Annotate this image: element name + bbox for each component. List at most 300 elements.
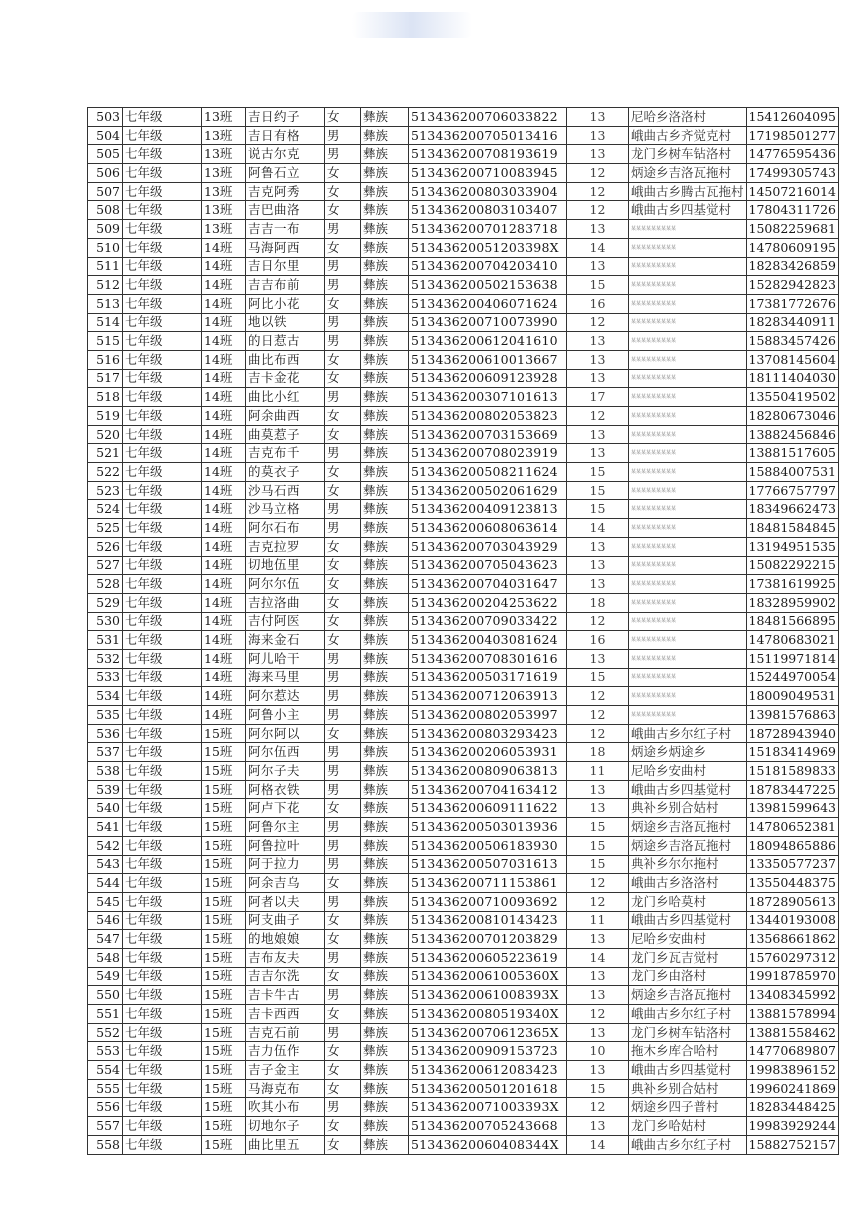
age-cell: 13 (567, 257, 629, 276)
table-row (88, 743, 839, 762)
id-number: 51343620071003393X (409, 1098, 567, 1117)
id-number: 513436200803103407 (409, 201, 567, 220)
age-cell: 13 (567, 126, 629, 145)
ethnicity-cell: 彝族 (361, 108, 409, 127)
id-number: 513436200712063913 (409, 687, 567, 706)
class-cell: 14班 (202, 313, 246, 332)
gender-cell: 女 (325, 1061, 361, 1080)
table-row (88, 182, 839, 201)
id-number: 51343620061005360X (409, 967, 567, 986)
gender-cell: 女 (325, 724, 361, 743)
student-name: 吉吉布前 (246, 276, 325, 295)
address-cell: 某某某某某某某某某 (629, 257, 747, 276)
table-row (88, 407, 839, 426)
table-row (88, 762, 839, 781)
address-cell: 某某某某某某某某某 (629, 294, 747, 313)
class-cell: 14班 (202, 276, 246, 295)
grade-cell: 七年级 (123, 930, 202, 949)
grade-cell: 七年级 (123, 126, 202, 145)
id-number: 513436200708193619 (409, 145, 567, 164)
address-cell: 峨曲古乡洛洛村 (629, 874, 747, 893)
table-row (88, 294, 839, 313)
id-number: 513436200704163412 (409, 780, 567, 799)
address-cell: 某某某某某某某某某 (629, 612, 747, 631)
phone-cell: 13981576863 (746, 706, 838, 725)
table-row (88, 593, 839, 612)
gender-cell: 男 (325, 948, 361, 967)
id-number: 513436200710093692 (409, 892, 567, 911)
gender-cell: 男 (325, 743, 361, 762)
student-name: 阿尔伍西 (246, 743, 325, 762)
grade-cell: 七年级 (123, 967, 202, 986)
table-row (88, 332, 839, 351)
ethnicity-cell: 彝族 (361, 294, 409, 313)
gender-cell: 男 (325, 257, 361, 276)
gender-cell: 男 (325, 276, 361, 295)
id-number: 513436200507031613 (409, 855, 567, 874)
ethnicity-cell: 彝族 (361, 350, 409, 369)
age-cell: 15 (567, 1079, 629, 1098)
student-name: 阿格衣铁 (246, 780, 325, 799)
table-row (88, 276, 839, 295)
age-cell: 12 (567, 182, 629, 201)
id-number: 513436200609123928 (409, 369, 567, 388)
ethnicity-cell: 彝族 (361, 556, 409, 575)
id-number: 513436200705013416 (409, 126, 567, 145)
address-cell: 某某某某某某某某某 (629, 444, 747, 463)
age-cell: 15 (567, 855, 629, 874)
age-cell: 12 (567, 724, 629, 743)
gender-cell: 男 (325, 126, 361, 145)
grade-cell: 七年级 (123, 724, 202, 743)
grade-cell: 七年级 (123, 257, 202, 276)
student-name: 吉克石前 (246, 1023, 325, 1042)
class-cell: 15班 (202, 1117, 246, 1136)
student-name: 吉吉一布 (246, 220, 325, 239)
class-cell: 14班 (202, 481, 246, 500)
gender-cell: 男 (325, 706, 361, 725)
class-cell: 15班 (202, 836, 246, 855)
id-number: 513436200307101613 (409, 388, 567, 407)
ethnicity-cell: 彝族 (361, 687, 409, 706)
row-number: 548 (88, 948, 123, 967)
address-cell: 炳途乡炳途乡 (629, 743, 747, 762)
phone-cell: 18328959902 (746, 593, 838, 612)
gender-cell: 女 (325, 612, 361, 631)
row-number: 547 (88, 930, 123, 949)
class-cell: 15班 (202, 1042, 246, 1061)
row-number: 543 (88, 855, 123, 874)
student-name: 阿鲁尔主 (246, 818, 325, 837)
phone-cell: 15183414969 (746, 743, 838, 762)
ethnicity-cell: 彝族 (361, 463, 409, 482)
ethnicity-cell: 彝族 (361, 537, 409, 556)
id-number: 513436200909153723 (409, 1042, 567, 1061)
grade-cell: 七年级 (123, 593, 202, 612)
table-row (88, 257, 839, 276)
age-cell: 13 (567, 1061, 629, 1080)
student-name: 阿鲁拉叶 (246, 836, 325, 855)
student-name: 吹其小布 (246, 1098, 325, 1117)
age-cell: 12 (567, 313, 629, 332)
id-number: 513436200701203829 (409, 930, 567, 949)
ethnicity-cell: 彝族 (361, 1042, 409, 1061)
row-number: 511 (88, 257, 123, 276)
phone-cell: 13408345992 (746, 986, 838, 1005)
class-cell: 14班 (202, 631, 246, 650)
gender-cell: 男 (325, 1023, 361, 1042)
gender-cell: 男 (325, 855, 361, 874)
age-cell: 12 (567, 687, 629, 706)
class-cell: 13班 (202, 145, 246, 164)
ethnicity-cell: 彝族 (361, 145, 409, 164)
gender-cell: 男 (325, 892, 361, 911)
id-number: 513436200503013936 (409, 818, 567, 837)
class-cell: 15班 (202, 1005, 246, 1024)
address-cell: 典补乡别合姑村 (629, 799, 747, 818)
phone-cell: 18094865886 (746, 836, 838, 855)
ethnicity-cell: 彝族 (361, 743, 409, 762)
address-cell: 某某某某某某某某某 (629, 556, 747, 575)
phone-cell: 17198501277 (746, 126, 838, 145)
student-name: 吉日尔里 (246, 257, 325, 276)
row-number: 553 (88, 1042, 123, 1061)
phone-cell: 15883457426 (746, 332, 838, 351)
class-cell: 15班 (202, 986, 246, 1005)
class-cell: 14班 (202, 500, 246, 519)
table-row (88, 818, 839, 837)
address-cell: 峨曲古乡腾古瓦拖村 (629, 182, 747, 201)
student-name: 说古尔克 (246, 145, 325, 164)
grade-cell: 七年级 (123, 313, 202, 332)
ethnicity-cell: 彝族 (361, 818, 409, 837)
class-cell: 15班 (202, 1061, 246, 1080)
row-number: 503 (88, 108, 123, 127)
ethnicity-cell: 彝族 (361, 238, 409, 257)
gender-cell: 男 (325, 332, 361, 351)
phone-cell: 13881517605 (746, 444, 838, 463)
student-name: 沙马石西 (246, 481, 325, 500)
student-name: 的日惹古 (246, 332, 325, 351)
ethnicity-cell: 彝族 (361, 892, 409, 911)
gender-cell: 女 (325, 182, 361, 201)
table-row (88, 986, 839, 1005)
ethnicity-cell: 彝族 (361, 332, 409, 351)
address-cell: 某某某某某某某某某 (629, 668, 747, 687)
row-number: 523 (88, 481, 123, 500)
table-row (88, 687, 839, 706)
gender-cell: 女 (325, 1135, 361, 1154)
class-cell: 13班 (202, 108, 246, 127)
student-name: 吉卡金花 (246, 369, 325, 388)
address-cell: 峨曲古乡四基觉村 (629, 780, 747, 799)
grade-cell: 七年级 (123, 220, 202, 239)
grade-cell: 七年级 (123, 164, 202, 183)
class-cell: 15班 (202, 855, 246, 874)
address-cell: 龙门乡由洛村 (629, 967, 747, 986)
row-number: 509 (88, 220, 123, 239)
ethnicity-cell: 彝族 (361, 967, 409, 986)
ethnicity-cell: 彝族 (361, 276, 409, 295)
grade-cell: 七年级 (123, 1061, 202, 1080)
student-name: 吉卡牛古 (246, 986, 325, 1005)
phone-cell: 13550419502 (746, 388, 838, 407)
ethnicity-cell: 彝族 (361, 780, 409, 799)
grade-cell: 七年级 (123, 369, 202, 388)
id-number: 513436200508211624 (409, 463, 567, 482)
student-name: 切地伍里 (246, 556, 325, 575)
table-row (88, 1098, 839, 1117)
table-row (88, 556, 839, 575)
class-cell: 15班 (202, 818, 246, 837)
id-number: 513436200609111622 (409, 799, 567, 818)
table-row (88, 1023, 839, 1042)
student-name: 吉卡西西 (246, 1005, 325, 1024)
age-cell: 13 (567, 780, 629, 799)
phone-cell: 15884007531 (746, 463, 838, 482)
row-number: 552 (88, 1023, 123, 1042)
gender-cell: 男 (325, 145, 361, 164)
table-row (88, 948, 839, 967)
phone-cell: 18283426859 (746, 257, 838, 276)
age-cell: 12 (567, 1098, 629, 1117)
phone-cell: 13568661862 (746, 930, 838, 949)
row-number: 555 (88, 1079, 123, 1098)
student-name: 阿鲁小主 (246, 706, 325, 725)
student-name: 吉克布千 (246, 444, 325, 463)
id-number: 513436200711153861 (409, 874, 567, 893)
row-number: 529 (88, 593, 123, 612)
grade-cell: 七年级 (123, 481, 202, 500)
ethnicity-cell: 彝族 (361, 911, 409, 930)
phone-cell: 18349662473 (746, 500, 838, 519)
grade-cell: 七年级 (123, 556, 202, 575)
id-number: 513436200803293423 (409, 724, 567, 743)
age-cell: 13 (567, 575, 629, 594)
roster-body (88, 108, 839, 1155)
class-cell: 14班 (202, 575, 246, 594)
id-number: 513436200701283718 (409, 220, 567, 239)
age-cell: 15 (567, 818, 629, 837)
ethnicity-cell: 彝族 (361, 369, 409, 388)
gender-cell: 女 (325, 425, 361, 444)
id-number: 513436200204253622 (409, 593, 567, 612)
class-cell: 15班 (202, 967, 246, 986)
ethnicity-cell: 彝族 (361, 930, 409, 949)
table-row (88, 575, 839, 594)
phone-cell: 17766757797 (746, 481, 838, 500)
class-cell: 15班 (202, 948, 246, 967)
ethnicity-cell: 彝族 (361, 668, 409, 687)
id-number: 513436200406071624 (409, 294, 567, 313)
student-name: 阿比小花 (246, 294, 325, 313)
phone-cell: 15082259681 (746, 220, 838, 239)
phone-cell: 13440193008 (746, 911, 838, 930)
grade-cell: 七年级 (123, 948, 202, 967)
phone-cell: 18283448425 (746, 1098, 838, 1117)
gender-cell: 女 (325, 575, 361, 594)
grade-cell: 七年级 (123, 108, 202, 127)
student-name: 吉日约子 (246, 108, 325, 127)
phone-cell: 14780683021 (746, 631, 838, 650)
gender-cell: 男 (325, 687, 361, 706)
grade-cell: 七年级 (123, 687, 202, 706)
address-cell: 峨曲古乡齐觉克村 (629, 126, 747, 145)
phone-cell: 13882456846 (746, 425, 838, 444)
student-name: 阿尔阿以 (246, 724, 325, 743)
phone-cell: 13881558462 (746, 1023, 838, 1042)
grade-cell: 七年级 (123, 276, 202, 295)
table-row (88, 892, 839, 911)
gender-cell: 女 (325, 201, 361, 220)
phone-cell: 14780652381 (746, 818, 838, 837)
age-cell: 18 (567, 743, 629, 762)
age-cell: 12 (567, 407, 629, 426)
class-cell: 14班 (202, 649, 246, 668)
id-number: 513436200810143423 (409, 911, 567, 930)
student-name: 阿尔子夫 (246, 762, 325, 781)
gender-cell: 男 (325, 818, 361, 837)
student-name: 吉付阿医 (246, 612, 325, 631)
address-cell: 某某某某某某某某某 (629, 369, 747, 388)
row-number: 531 (88, 631, 123, 650)
table-row (88, 220, 839, 239)
table-row (88, 126, 839, 145)
class-cell: 13班 (202, 201, 246, 220)
address-cell: 尼哈乡洛洛村 (629, 108, 747, 127)
phone-cell: 15282942823 (746, 276, 838, 295)
class-cell: 15班 (202, 930, 246, 949)
student-name: 吉克拉罗 (246, 537, 325, 556)
gender-cell: 女 (325, 911, 361, 930)
table-row (88, 855, 839, 874)
id-number: 513436200409123813 (409, 500, 567, 519)
row-number: 519 (88, 407, 123, 426)
id-number: 513436200802053823 (409, 407, 567, 426)
class-cell: 14班 (202, 537, 246, 556)
row-number: 557 (88, 1117, 123, 1136)
address-cell: 某某某某某某某某某 (629, 425, 747, 444)
table-row (88, 425, 839, 444)
age-cell: 11 (567, 762, 629, 781)
age-cell: 12 (567, 201, 629, 220)
gender-cell: 男 (325, 313, 361, 332)
class-cell: 15班 (202, 1135, 246, 1154)
grade-cell: 七年级 (123, 986, 202, 1005)
class-cell: 14班 (202, 593, 246, 612)
phone-cell: 15760297312 (746, 948, 838, 967)
class-cell: 15班 (202, 1098, 246, 1117)
row-number: 521 (88, 444, 123, 463)
ethnicity-cell: 彝族 (361, 649, 409, 668)
age-cell: 18 (567, 593, 629, 612)
age-cell: 13 (567, 332, 629, 351)
row-number: 512 (88, 276, 123, 295)
ethnicity-cell: 彝族 (361, 313, 409, 332)
class-cell: 15班 (202, 780, 246, 799)
phone-cell: 13708145604 (746, 350, 838, 369)
class-cell: 14班 (202, 463, 246, 482)
student-name: 马海克布 (246, 1079, 325, 1098)
phone-cell: 18783447225 (746, 780, 838, 799)
student-name: 吉力伍作 (246, 1042, 325, 1061)
age-cell: 16 (567, 631, 629, 650)
age-cell: 13 (567, 1117, 629, 1136)
phone-cell: 19983929244 (746, 1117, 838, 1136)
address-cell: 某某某某某某某某某 (629, 575, 747, 594)
table-row (88, 519, 839, 538)
id-number: 513436200710073990 (409, 313, 567, 332)
student-name: 曲比里五 (246, 1135, 325, 1154)
grade-cell: 七年级 (123, 425, 202, 444)
grade-cell: 七年级 (123, 631, 202, 650)
ethnicity-cell: 彝族 (361, 201, 409, 220)
grade-cell: 七年级 (123, 182, 202, 201)
phone-cell: 15244970054 (746, 668, 838, 687)
row-number: 549 (88, 967, 123, 986)
address-cell: 某某某某某某某某某 (629, 407, 747, 426)
address-cell: 尼哈乡安曲村 (629, 762, 747, 781)
ethnicity-cell: 彝族 (361, 1079, 409, 1098)
ethnicity-cell: 彝族 (361, 593, 409, 612)
address-cell: 峨曲古乡尔红子村 (629, 724, 747, 743)
address-cell: 某某某某某某某某某 (629, 631, 747, 650)
table-row (88, 108, 839, 127)
row-number: 515 (88, 332, 123, 351)
address-cell: 峨曲古乡四基觉村 (629, 911, 747, 930)
phone-cell: 19983896152 (746, 1061, 838, 1080)
phone-cell: 13350577237 (746, 855, 838, 874)
ethnicity-cell: 彝族 (361, 799, 409, 818)
phone-cell: 17381772676 (746, 294, 838, 313)
id-number: 513436200605223619 (409, 948, 567, 967)
table-row (88, 1042, 839, 1061)
row-number: 510 (88, 238, 123, 257)
student-name: 曲比布西 (246, 350, 325, 369)
table-row (88, 724, 839, 743)
address-cell: 龙门乡树车钻洛村 (629, 145, 747, 164)
gender-cell: 男 (325, 649, 361, 668)
address-cell: 峨曲古乡尔红子村 (629, 1005, 747, 1024)
class-cell: 14班 (202, 612, 246, 631)
grade-cell: 七年级 (123, 444, 202, 463)
age-cell: 12 (567, 164, 629, 183)
age-cell: 15 (567, 481, 629, 500)
ethnicity-cell: 彝族 (361, 1023, 409, 1042)
class-cell: 14班 (202, 332, 246, 351)
age-cell: 12 (567, 706, 629, 725)
id-number: 513436200206053931 (409, 743, 567, 762)
grade-cell: 七年级 (123, 145, 202, 164)
ethnicity-cell: 彝族 (361, 855, 409, 874)
age-cell: 13 (567, 220, 629, 239)
id-number: 513436200612083423 (409, 1061, 567, 1080)
class-cell: 15班 (202, 762, 246, 781)
table-row (88, 649, 839, 668)
row-number: 513 (88, 294, 123, 313)
table-row (88, 145, 839, 164)
address-cell: 某某某某某某某某某 (629, 313, 747, 332)
row-number: 534 (88, 687, 123, 706)
phone-cell: 18728943940 (746, 724, 838, 743)
class-cell: 14班 (202, 257, 246, 276)
row-number: 528 (88, 575, 123, 594)
table-row (88, 350, 839, 369)
ethnicity-cell: 彝族 (361, 425, 409, 444)
student-name: 沙马立格 (246, 500, 325, 519)
class-cell: 14班 (202, 350, 246, 369)
address-cell: 某某某某某某某某某 (629, 500, 747, 519)
